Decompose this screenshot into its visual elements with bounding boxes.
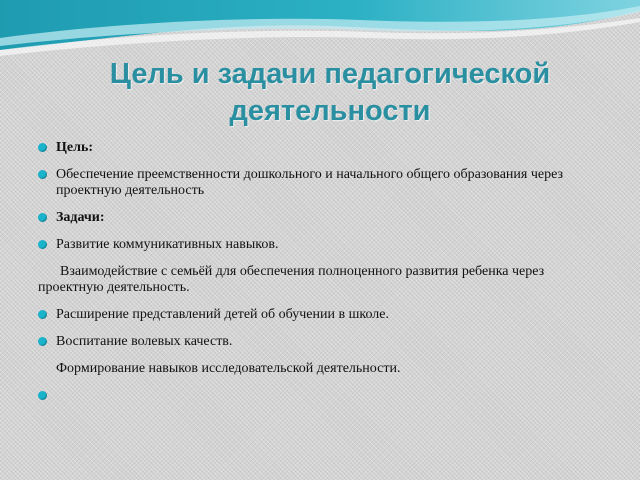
goal-heading-text: Цель: [56,140,94,155]
task-item [38,334,613,350]
task-item [38,237,613,253]
empty-item [38,388,613,404]
content-list [38,140,613,404]
task-item-text: Формирование навыков исследовательской деятельности. [56,361,401,376]
goal-text [38,167,613,199]
bullet-icon [38,391,47,400]
tasks-heading [38,210,613,226]
bullet-icon [38,240,47,249]
goal-heading [38,140,613,156]
task-item-text: Воспитание волевых качеств. [56,334,233,349]
bullet-icon [38,310,47,319]
task-item [38,264,613,296]
bullet-icon [38,170,47,179]
task-item-text: Расширение представлений детей об обучении в школе. [56,307,389,322]
goal-text-content: Обеспечение преемственности дошкольного и начального общего образования через проектную деятельность [56,167,564,198]
slide-title: Цель и задачи педагогической деятельности [109,58,551,127]
bullet-icon [38,143,47,152]
task-item [38,361,613,377]
bullet-icon [38,213,47,222]
task-item [38,307,613,323]
tasks-heading-text: Задачи: [56,210,105,225]
bullet-icon [38,337,47,346]
task-item-text: Развитие коммуникативных навыков. [56,237,279,252]
task-item-text: Взаимодействие с семьёй для обеспечения полноценного развития ребенка через проектную деятельность. [38,264,545,295]
